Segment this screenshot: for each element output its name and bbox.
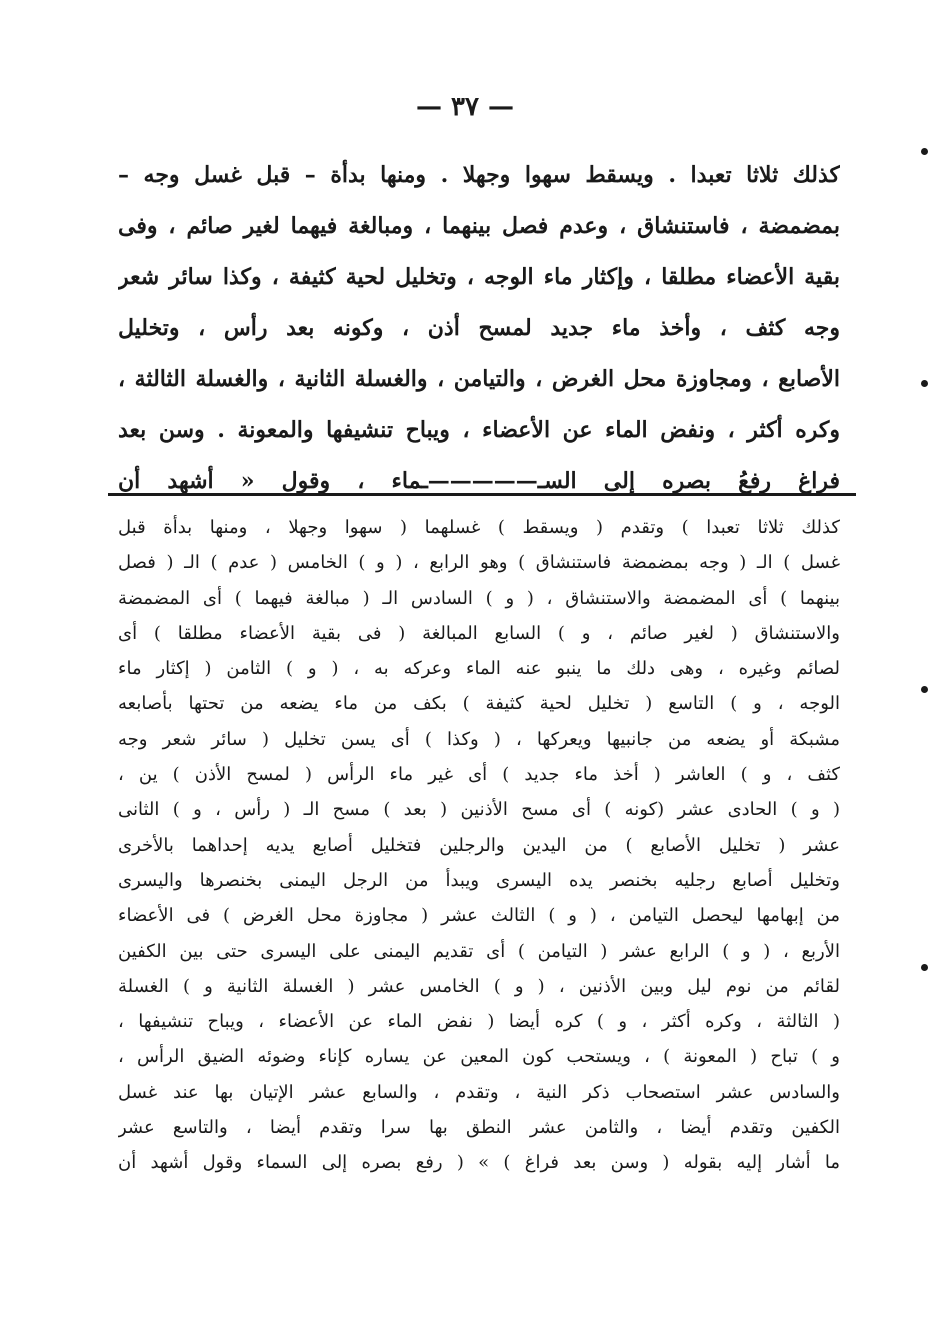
- commentary-line: بينهما ) أى المضمضة والاستنشاق ، ( و ) السادس الـ ( مبالغة فيهما ) أى المضمضة: [118, 587, 840, 609]
- main-text-line: الأصابع ، ومجاوزة محل الغرض ، والتيامن ، والغسلة الثانية ، والغسلة الثالثة ،: [118, 366, 840, 392]
- commentary-line: لقائم من نوم ليل وبين الأذنين ، ( و ) الخامس عشر ( الغسلة الثانية و ) الغسلة: [118, 975, 840, 997]
- margin-mark: [921, 380, 928, 387]
- main-text-line: فراغ رفعُ بصره إلى السـ—————ـماء ، وقول « أشهد أن: [118, 468, 840, 494]
- commentary-line: الكفين وتقدم أيضا ، والثامن عشر النطق بها سرا وتقدم أيضا ، والتاسع عشر: [118, 1117, 840, 1139]
- commentary-line: الوجه ، و ) التاسع ( تخليل لحية كثيفة ) بكف من ماء يضعه من تحتها بأصابعه: [118, 693, 840, 715]
- margin-mark: [921, 686, 928, 693]
- commentary-line: وتخليل أصابع رجليه بخنصر يده اليسرى ويبدأ من الرجل اليمنى بخنصرها واليسرى: [118, 869, 840, 891]
- main-text-line: وكره أكثر ، ونفض الماء عن الأعضاء ، ويباح تنشيفها والمعونة . وسن بعد: [118, 417, 840, 443]
- commentary-line: لصائم وغيره ، وهى دلك ما ينبو عنه الماء وعركه به ، ( و ) الثامن ( إكثار ماء: [118, 658, 840, 680]
- section-divider: [108, 493, 856, 496]
- commentary-line: ( و ) الحادى عشر (كونه ) أى مسح الأذنين ( بعد ) مسح الـ ( رأس ، و ) الثانى: [118, 799, 840, 821]
- main-text-line: بمضمضة ، فاستنشاق ، وعدم فصل بينهما ، ومبالغة فيهما لغير صائم ، وفى: [118, 213, 840, 239]
- commentary-line: والاستنشاق ( لغير صائم ، و ) السابع المبالغة ( فى بقية الأعضاء مطلقا ) أى: [118, 622, 840, 644]
- commentary-line: الأربع ، ( و ) الرابع عشر ( التيامن ) أى تقديم اليمنى على اليسرى حتى بين الكفين: [118, 940, 840, 962]
- commentary-line: و ) تباح ( المعونة ) ، ويستحب كون المعين عن يساره كإناء وضوئه الضيق الرأس ،: [118, 1046, 840, 1068]
- commentary-line: ما أشار إليه بقوله ( وسن بعد فراغ ) » ( رفع بصره إلى السماء وقول أشهد أن: [118, 1152, 840, 1174]
- commentary-line: مشبكة أو يضعه من جانبيها ويعركها ، ( وكذا ) أى يسن تخليل ( سائر شعر وجه: [118, 728, 840, 750]
- commentary-line: من إبهامها ليحصل التيامن ، ( و ) الثالث عشر ( مجاوزة محل الغرض ) فى الأعضاء: [118, 905, 840, 927]
- commentary-line: ( الثالثة ، وكره أكثر ، و ) كره أيضا ( نفض الماء عن الأعضاء ، ويباح تنشيفها ،: [118, 1011, 840, 1033]
- margin-mark: [921, 964, 928, 971]
- commentary-line: والسادس عشر استصحاب ذكر النية ، وتقدم ، والسابع عشر الإتيان بها عند غسل: [118, 1081, 840, 1103]
- main-text-line: بقية الأعضاء مطلقا ، وإكثار ماء الوجه ، وتخليل لحية كثيفة ، وكذا سائر شعر: [118, 264, 840, 290]
- commentary-block: [118, 510, 840, 1181]
- commentary-line: كذلك ثلاثا تعبدا ) وتقدم ( ويسقط ) غسلهما ( سهوا وجهلا ، ومنها بدأة قبل: [118, 517, 840, 538]
- commentary-line: عشر ( تخليل الأصابع ) من اليدين والرجلين فتخليل أصابع يديه إحداهما بالأخرى: [118, 834, 840, 856]
- main-text-line: وجه كثف ، وأخذ ماء جديد لمسح أذن ، وكونه بعد رأس ، وتخليل: [118, 315, 840, 341]
- main-text-line: كذلك ثلاثا تعبدا . ويسقط سهوا وجهلا . ومنها بدأة – قبل غسل وجه –: [118, 162, 840, 188]
- main-text-block: [118, 150, 840, 507]
- commentary-line: كثف ، و ) العاشر ( أخذ ماء جديد ) أى غير ماء الرأس ( لمسح الأذن ) ين ،: [118, 764, 840, 786]
- commentary-line: غسل ) الـ ( وجه بمضمضة فاستنشاق ) وهو الرابع ، ( و ) الخامس ( عدم ) الـ ( فصل: [118, 552, 840, 574]
- page-number: — ٣٧ —: [415, 92, 515, 122]
- margin-mark: [921, 148, 928, 155]
